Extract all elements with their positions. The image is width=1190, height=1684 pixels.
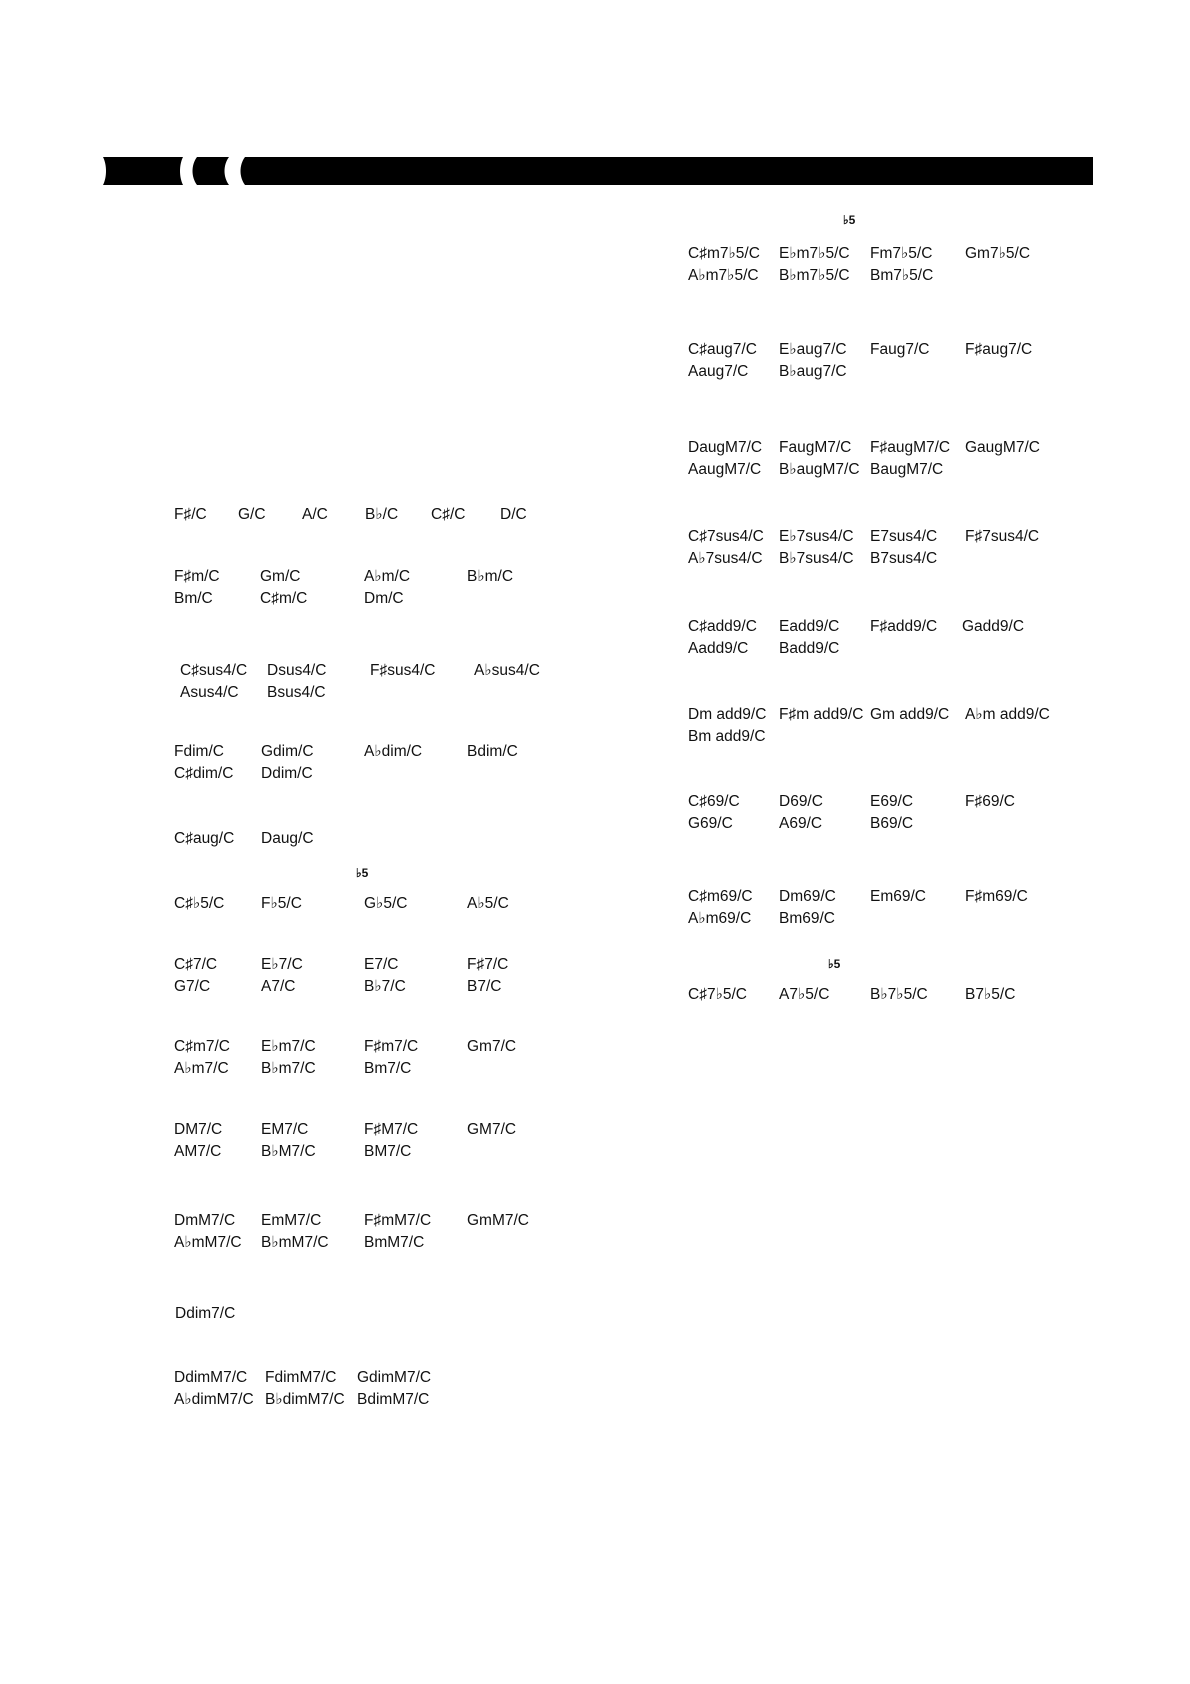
chord-label: Gm7/C [467, 1038, 517, 1055]
chord-label: F♯69/C [965, 793, 1015, 810]
chord-label: Bm69/C [779, 910, 835, 927]
chord-label: Asus4/C [180, 684, 239, 701]
chord-label: C♯7sus4/C [688, 528, 764, 545]
chord-label: F♯aug7/C [965, 341, 1033, 358]
chord-label: F♯M7/C [364, 1121, 419, 1138]
chord-label: A7/C [261, 978, 296, 995]
chord-label: DM7/C [174, 1121, 223, 1138]
chord-label: A♭m/C [364, 568, 411, 585]
chord-label: A♭m7/C [174, 1060, 229, 1077]
chord-label: B♭aug7/C [779, 363, 847, 380]
chord-label: C♯m7/C [174, 1038, 230, 1055]
chord-label: AM7/C [174, 1143, 222, 1160]
chord-label: A♭dim/C [364, 743, 423, 760]
chord-label: B♭m7♭5/C [779, 267, 850, 284]
chord-label: C♯aug7/C [688, 341, 757, 358]
header-bar-segment-1 [103, 157, 183, 185]
chord-label: Bm add9/C [688, 728, 766, 745]
chord-label: B♭7♭5/C [870, 986, 928, 1003]
chord-label: BmM7/C [364, 1234, 425, 1251]
chord-label: B♭m/C [467, 568, 514, 585]
chord-label: G7/C [174, 978, 211, 995]
chord-label: E♭7sus4/C [779, 528, 854, 545]
chord-label: C♯dim/C [174, 765, 234, 782]
chord-label: E♭m7/C [261, 1038, 316, 1055]
chord-label: A/C [302, 506, 328, 523]
chord-label: C♯add9/C [688, 618, 757, 635]
section-header-bar [103, 157, 1093, 185]
chord-label: A7♭5/C [779, 986, 830, 1003]
chord-label: BM7/C [364, 1143, 412, 1160]
chord-label: Gdim/C [261, 743, 314, 760]
chord-label: BdimM7/C [357, 1391, 430, 1408]
chord-label: Gm7♭5/C [965, 245, 1031, 262]
chord-label: F♯mM7/C [364, 1212, 432, 1229]
chord-label: B♭augM7/C [779, 461, 860, 478]
chord-label: B♭/C [365, 506, 399, 523]
chord-label: Fm7♭5/C [870, 245, 933, 262]
chord-label: G/C [238, 506, 266, 523]
chord-label: B7/C [467, 978, 502, 995]
chord-label: A♭m add9/C [965, 706, 1050, 723]
chord-label: A69/C [779, 815, 823, 832]
chord-label: Gadd9/C [962, 618, 1025, 635]
chord-label: GdimM7/C [357, 1369, 432, 1386]
chord-label: A♭7sus4/C [688, 550, 763, 567]
chord-label: A♭m7♭5/C [688, 267, 759, 284]
chord-label: F♯/C [174, 506, 207, 523]
chord-label: Fdim/C [174, 743, 224, 760]
chord-label: DaugM7/C [688, 439, 763, 456]
chord-label: Em69/C [870, 888, 926, 905]
flat5-marker: ♭5 [356, 866, 369, 880]
chord-label: BaugM7/C [870, 461, 944, 478]
chord-label: EM7/C [261, 1121, 309, 1138]
chord-label: Dm69/C [779, 888, 836, 905]
chord-label: F♯m add9/C [779, 706, 864, 723]
chord-label: Badd9/C [779, 640, 840, 657]
chord-label: A♭5/C [467, 895, 509, 912]
chord-label: Eadd9/C [779, 618, 840, 635]
chord-label: A♭sus4/C [474, 662, 540, 679]
flat5-marker: ♭5 [828, 957, 841, 971]
chord-label: Bm/C [174, 590, 213, 607]
chord-label: B7♭5/C [965, 986, 1016, 1003]
chord-label: C♯m69/C [688, 888, 753, 905]
chord-label: B♭m7/C [261, 1060, 316, 1077]
chord-label: GM7/C [467, 1121, 517, 1138]
chord-label: C♯69/C [688, 793, 740, 810]
chord-label: F♯7/C [467, 956, 509, 973]
chord-label: Ddim/C [261, 765, 313, 782]
chord-label: E♭aug7/C [779, 341, 847, 358]
chord-label: Bm7♭5/C [870, 267, 934, 284]
chord-label: B♭dimM7/C [265, 1391, 345, 1408]
chord-label: Aadd9/C [688, 640, 749, 657]
chord-label: Bsus4/C [267, 684, 326, 701]
chord-label: E♭7/C [261, 956, 303, 973]
chord-label: G♭5/C [364, 895, 408, 912]
flat5-marker: ♭5 [843, 213, 856, 227]
chord-label: D69/C [779, 793, 823, 810]
chord-label: Bm7/C [364, 1060, 412, 1077]
chord-label: AaugM7/C [688, 461, 762, 478]
chord-label: Daug/C [261, 830, 314, 847]
chord-label: E7/C [364, 956, 399, 973]
chord-label: Dm/C [364, 590, 404, 607]
chord-label: F♯7sus4/C [965, 528, 1040, 545]
chord-label: C♯aug/C [174, 830, 235, 847]
chord-label: A♭dimM7/C [174, 1391, 254, 1408]
chord-label: F♯m/C [174, 568, 220, 585]
chord-label: E7sus4/C [870, 528, 938, 545]
chord-label: C♯sus4/C [180, 662, 248, 679]
chord-label: DmM7/C [174, 1212, 236, 1229]
chord-label: E♭m7♭5/C [779, 245, 850, 262]
chord-label: FdimM7/C [265, 1369, 337, 1386]
chord-label: Dsus4/C [267, 662, 327, 679]
chord-label: C♯/C [431, 506, 466, 523]
chord-label: B♭M7/C [261, 1143, 316, 1160]
chord-label: DdimM7/C [174, 1369, 248, 1386]
chord-label: B69/C [870, 815, 914, 832]
chord-label: C♯7♭5/C [688, 986, 747, 1003]
chord-label: G69/C [688, 815, 733, 832]
chord-label: EmM7/C [261, 1212, 322, 1229]
chord-label: F♯m7/C [364, 1038, 419, 1055]
chord-label: GmM7/C [467, 1212, 529, 1229]
chord-label: B♭7/C [364, 978, 406, 995]
header-bar-segment-2 [193, 157, 230, 185]
header-bar-graphic [103, 157, 1093, 185]
chord-label: F♯m69/C [965, 888, 1028, 905]
chord-label: F♭5/C [261, 895, 302, 912]
chord-label: Gm add9/C [870, 706, 950, 723]
chord-label: Gm/C [260, 568, 301, 585]
header-bar-segment-3 [241, 157, 1094, 185]
chord-label: Aaug7/C [688, 363, 749, 380]
chord-label: A♭m69/C [688, 910, 752, 927]
chord-label: C♯m7♭5/C [688, 245, 760, 262]
chord-label: F♯add9/C [870, 618, 938, 635]
chord-label: D/C [500, 506, 527, 523]
chord-label: E69/C [870, 793, 914, 810]
chord-label: B♭mM7/C [261, 1234, 329, 1251]
chord-label: Bdim/C [467, 743, 518, 760]
chord-label: GaugM7/C [965, 439, 1040, 456]
chord-label: C♯m/C [260, 590, 308, 607]
chord-label: F♯augM7/C [870, 439, 951, 456]
chord-label: A♭mM7/C [174, 1234, 242, 1251]
chord-label: F♯sus4/C [370, 662, 436, 679]
chord-label: C♯7/C [174, 956, 218, 973]
chord-label: Dm add9/C [688, 706, 767, 723]
chord-label: Ddim7/C [175, 1305, 236, 1322]
chord-label: B7sus4/C [870, 550, 938, 567]
chord-label: FaugM7/C [779, 439, 852, 456]
chord-label: Faug7/C [870, 341, 930, 358]
chord-label: B♭7sus4/C [779, 550, 854, 567]
chord-label: C♯♭5/C [174, 895, 225, 912]
